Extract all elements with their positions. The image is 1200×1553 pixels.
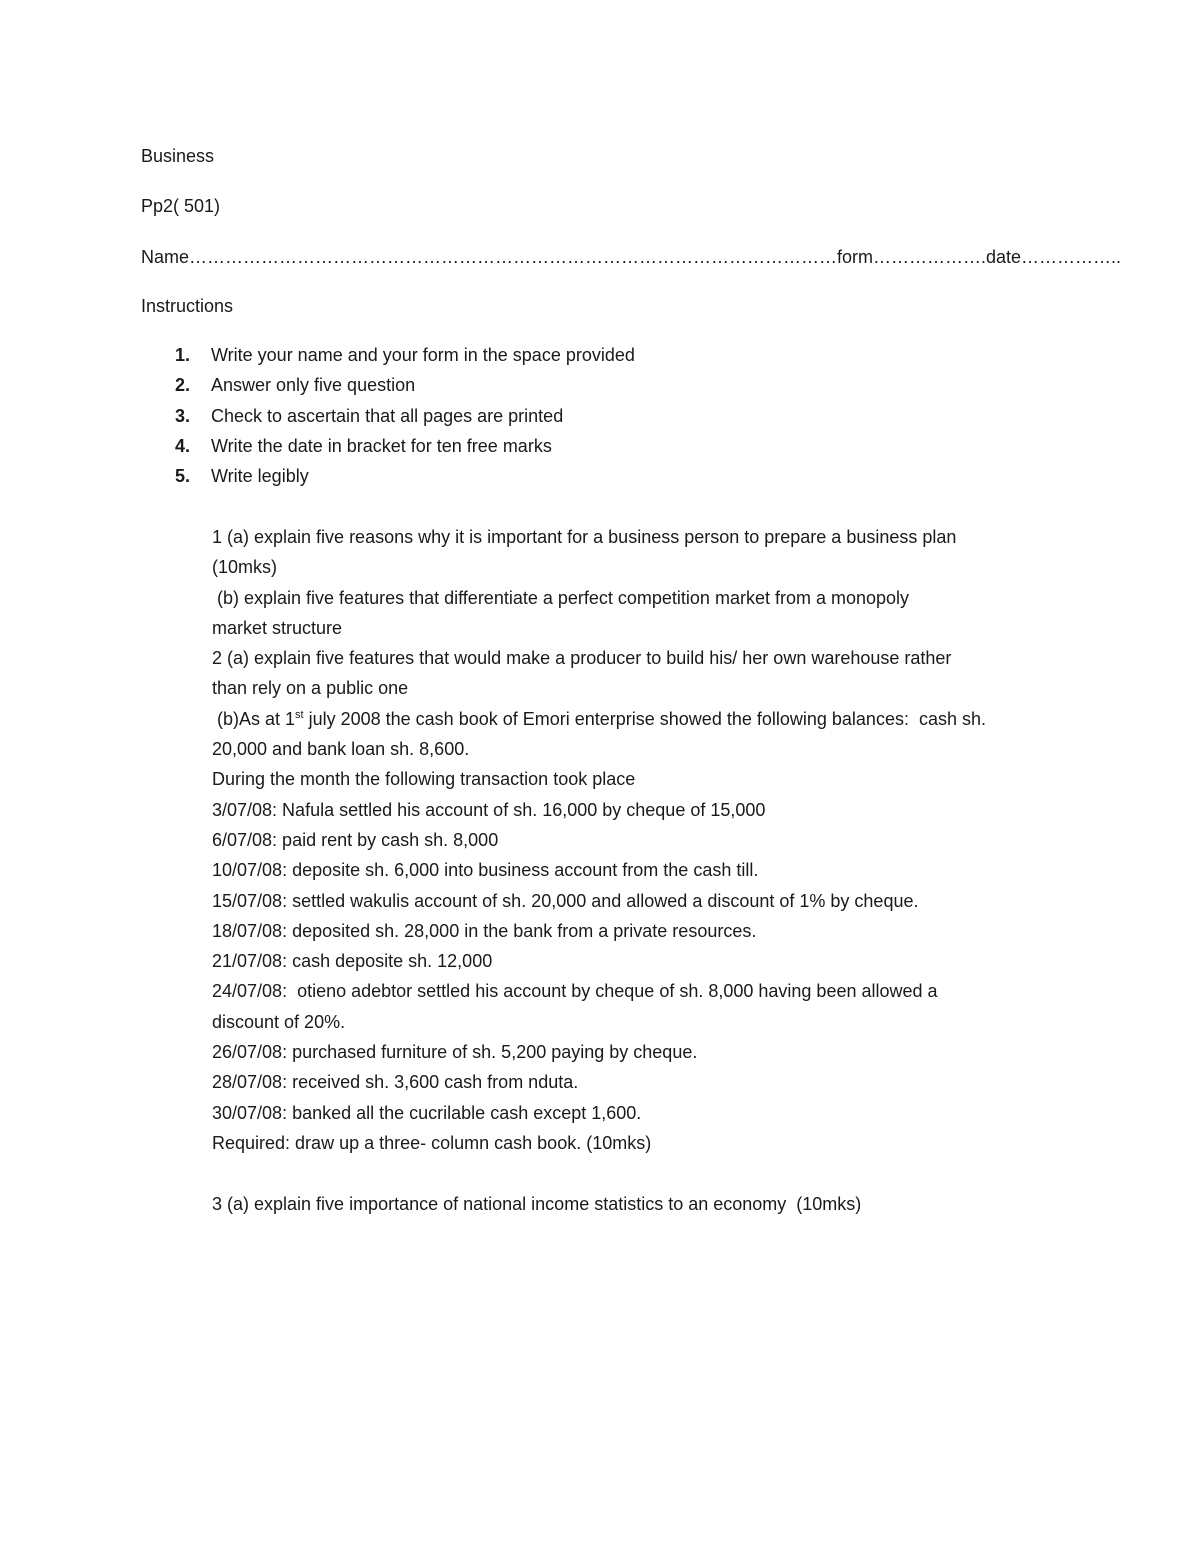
ordinal-suffix: st bbox=[295, 708, 304, 721]
instruction-text: Write the date in bracket for ten free marks bbox=[211, 435, 552, 456]
instruction-item bbox=[141, 461, 635, 491]
transactions-intro: During the month the following transaction took place bbox=[212, 769, 636, 790]
question-1a-marks: (10mks) bbox=[212, 557, 278, 578]
question-2b-text-start: (b)As at 1 bbox=[212, 708, 296, 729]
instruction-number: 2. bbox=[175, 375, 191, 396]
instruction-number: 3. bbox=[175, 405, 191, 426]
instruction-number: 4. bbox=[175, 435, 191, 456]
question-1b: (b) explain five features that differentiate a perfect competition market from a monopoly bbox=[212, 587, 910, 608]
question-2b-required: Required: draw up a three- column cash book. (10mks) bbox=[212, 1132, 652, 1153]
transaction-line: 28/07/08: received sh. 3,600 cash from nduta. bbox=[212, 1072, 579, 1093]
questions-section bbox=[212, 522, 1082, 1219]
paper-code: Pp2( 501) bbox=[141, 196, 221, 216]
transaction-line: 15/07/08: settled wakulis account of sh. 20,000 and allowed a discount of 1% by cheque. bbox=[212, 890, 919, 911]
instruction-text: Write your name and your form in the space provided bbox=[211, 345, 635, 365]
instruction-text: Check to ascertain that all pages are printed bbox=[211, 405, 564, 426]
transaction-line-cont: discount of 20%. bbox=[212, 1011, 346, 1032]
instruction-text: Answer only five question bbox=[211, 375, 416, 396]
instruction-item bbox=[141, 340, 635, 370]
transaction-line: 21/07/08: cash deposite sh. 12,000 bbox=[212, 951, 493, 972]
name-form-date-line: Name………………………………………………………………………………………………form……………….date…………….. bbox=[141, 247, 1122, 267]
transaction-line: 6/07/08: paid rent by cash sh. 8,000 bbox=[212, 829, 499, 850]
question-3a: 3 (a) explain five importance of national income statistics to an economy (10mks) bbox=[212, 1193, 862, 1214]
question-2b bbox=[212, 704, 1082, 734]
transaction-line: 10/07/08: deposite sh. 6,000 into business account from the cash till. bbox=[212, 860, 759, 881]
question-2b-text-end: july 2008 the cash book of Emori enterprise showed the following balances: cash sh. bbox=[303, 708, 986, 729]
instruction-item bbox=[141, 431, 635, 461]
transaction-line: 26/07/08: purchased furniture of sh. 5,200 paying by cheque. bbox=[212, 1042, 698, 1063]
transaction-line: 3/07/08: Nafula settled his account of sh. 16,000 by cheque of 15,000 bbox=[212, 799, 766, 820]
instruction-text: Write legibly bbox=[211, 466, 309, 487]
instruction-number: 5. bbox=[175, 466, 191, 487]
instruction-item bbox=[141, 370, 635, 400]
question-2b-balances: 20,000 and bank loan sh. 8,600. bbox=[212, 739, 470, 760]
question-2a: 2 (a) explain five features that would make a producer to build his/ her own warehouse rather bbox=[212, 648, 952, 669]
instructions-list bbox=[141, 340, 635, 491]
transaction-line: 18/07/08: deposited sh. 28,000 in the bank from a private resources. bbox=[212, 920, 757, 941]
transaction-line: 30/07/08: banked all the cucrilable cash except 1,600. bbox=[212, 1102, 642, 1123]
question-1a: 1 (a) explain five reasons why it is important for a business person to prepare a business plan bbox=[212, 527, 957, 547]
question-1b-cont: market structure bbox=[212, 617, 343, 638]
instruction-item bbox=[141, 401, 635, 431]
subject-title: Business bbox=[141, 146, 215, 166]
instruction-number: 1. bbox=[175, 345, 191, 365]
transaction-line: 24/07/08: otieno adebtor settled his account by cheque of sh. 8,000 having been allowed a bbox=[212, 981, 938, 1002]
instructions-heading: Instructions bbox=[141, 296, 234, 316]
question-2a-cont: than rely on a public one bbox=[212, 678, 409, 699]
